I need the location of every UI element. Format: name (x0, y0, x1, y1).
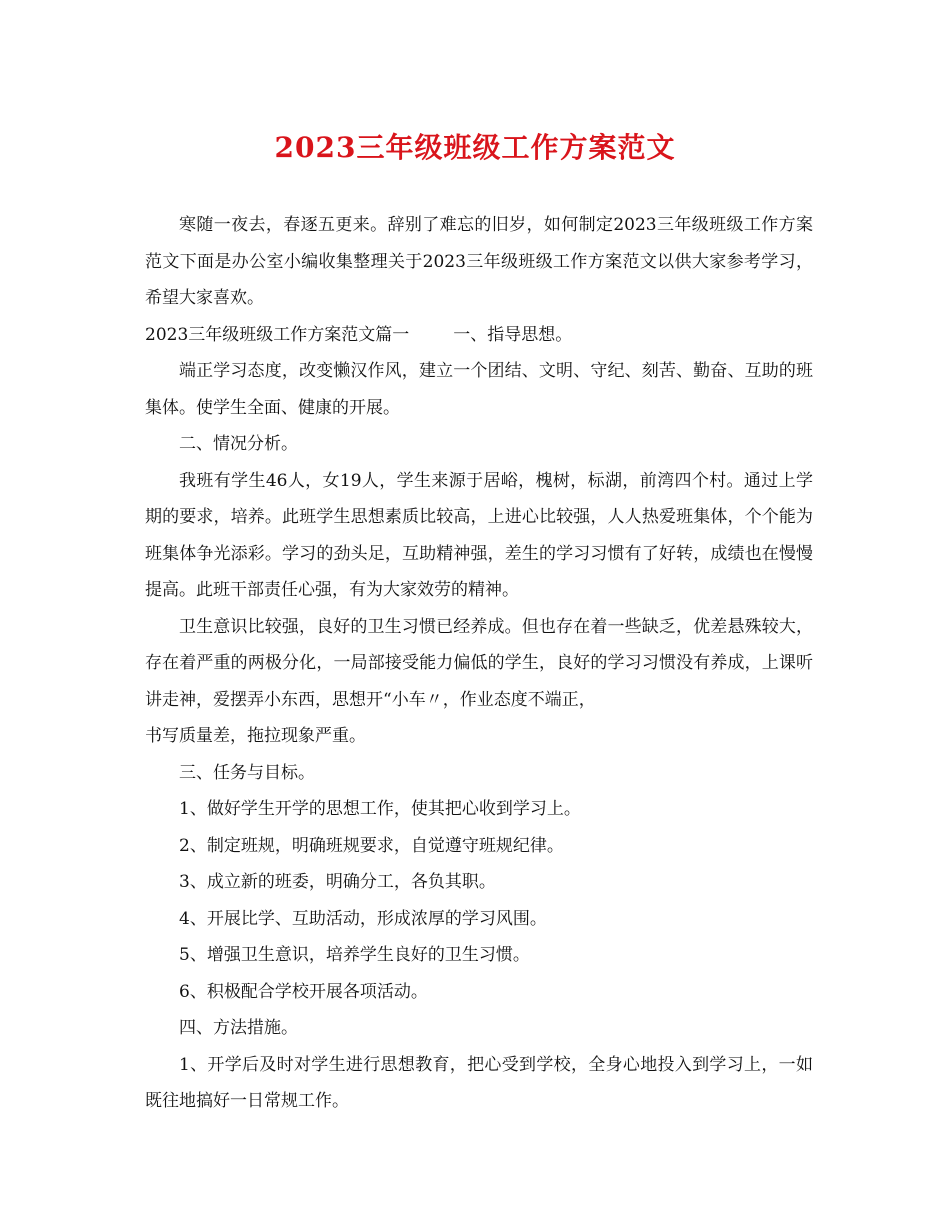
list-item-goal-3: 3、成立新的班委，明确分工，各负其职。 (179, 872, 496, 892)
intro-paragraph: 寒随一夜去，春逐五更来。辞别了难忘的旧岁，如何制定2023三年级班级工作方案范文下面是办公室小编收集整理关于2023三年级班级工作方案范文以供大家参考学习，希望大家喜欢。 (145, 215, 813, 308)
heading-methods: 四、方法措施。 (179, 1018, 298, 1038)
paragraph-guiding-ideas: 端正学习态度，改变懒汉作风，建立一个团结、文明、守纪、刻苦、勤奋、互助的班集体。使学生全面、健康的开展。 (145, 361, 813, 418)
list-item-goal-5: 5、增强卫生意识，培养学生良好的卫生习惯。 (179, 945, 530, 965)
heading-situation-analysis: 二、情况分析。 (179, 434, 298, 454)
paragraph-hygiene-issues-cont: 书写质量差，拖拉现象严重。 (145, 726, 366, 746)
paragraph-hygiene-issues: 卫生意识比较强，良好的卫生习惯已经养成。但也存在着一些缺乏，优差悬殊较大，存在着严重的两极分化，一局部接受能力偏低的学生，良好的学习习惯没有养成，上课听讲走神，爱摆弄小东西，思想开“小车〃，作业态度不端正， (145, 616, 813, 710)
list-item-goal-6: 6、积极配合学校开展各项活动。 (179, 981, 428, 1002)
heading-tasks-goals: 三、任务与目标。 (179, 762, 315, 783)
list-item-method-1: 1、开学后及时对学生进行思想教育，把心受到学校，全身心地投入到学习上，一如既往地搞好一日常规工作。 (145, 1054, 813, 1111)
section-heading-line (145, 317, 813, 354)
article-heading: 2023三年级班级工作方案范文篇一 (145, 324, 410, 345)
list-item-goal-2: 2、制定班规，明确班规要求，自觉遵守班规纪律。 (179, 835, 564, 856)
document-body (145, 207, 813, 1120)
list-item-goal-1: 1、做好学生开学的思想工作，使其把心收到学习上。 (179, 799, 581, 819)
list-item-goal-4: 4、开展比学、互助活动，形成浓厚的学习风围。 (179, 908, 547, 929)
point-heading: 一、指导思想。 (453, 324, 573, 345)
paragraph-class-overview: 我班有学生46人，女19人，学生来源于居峪，槐树，标湖，前湾四个村。通过上学期的要求，培养。此班学生思想素质比较高，上进心比较强，人人热爱班集体，个个能为班集体争光添彩。学习的劲头足，互助精神强，差生的学习习惯有了好转，成绩也在慢慢提高。此班干部责任心强，有为大家效劳的精神。 (145, 470, 813, 600)
document-title: 2023三年级班级工作方案范文 (274, 131, 676, 164)
